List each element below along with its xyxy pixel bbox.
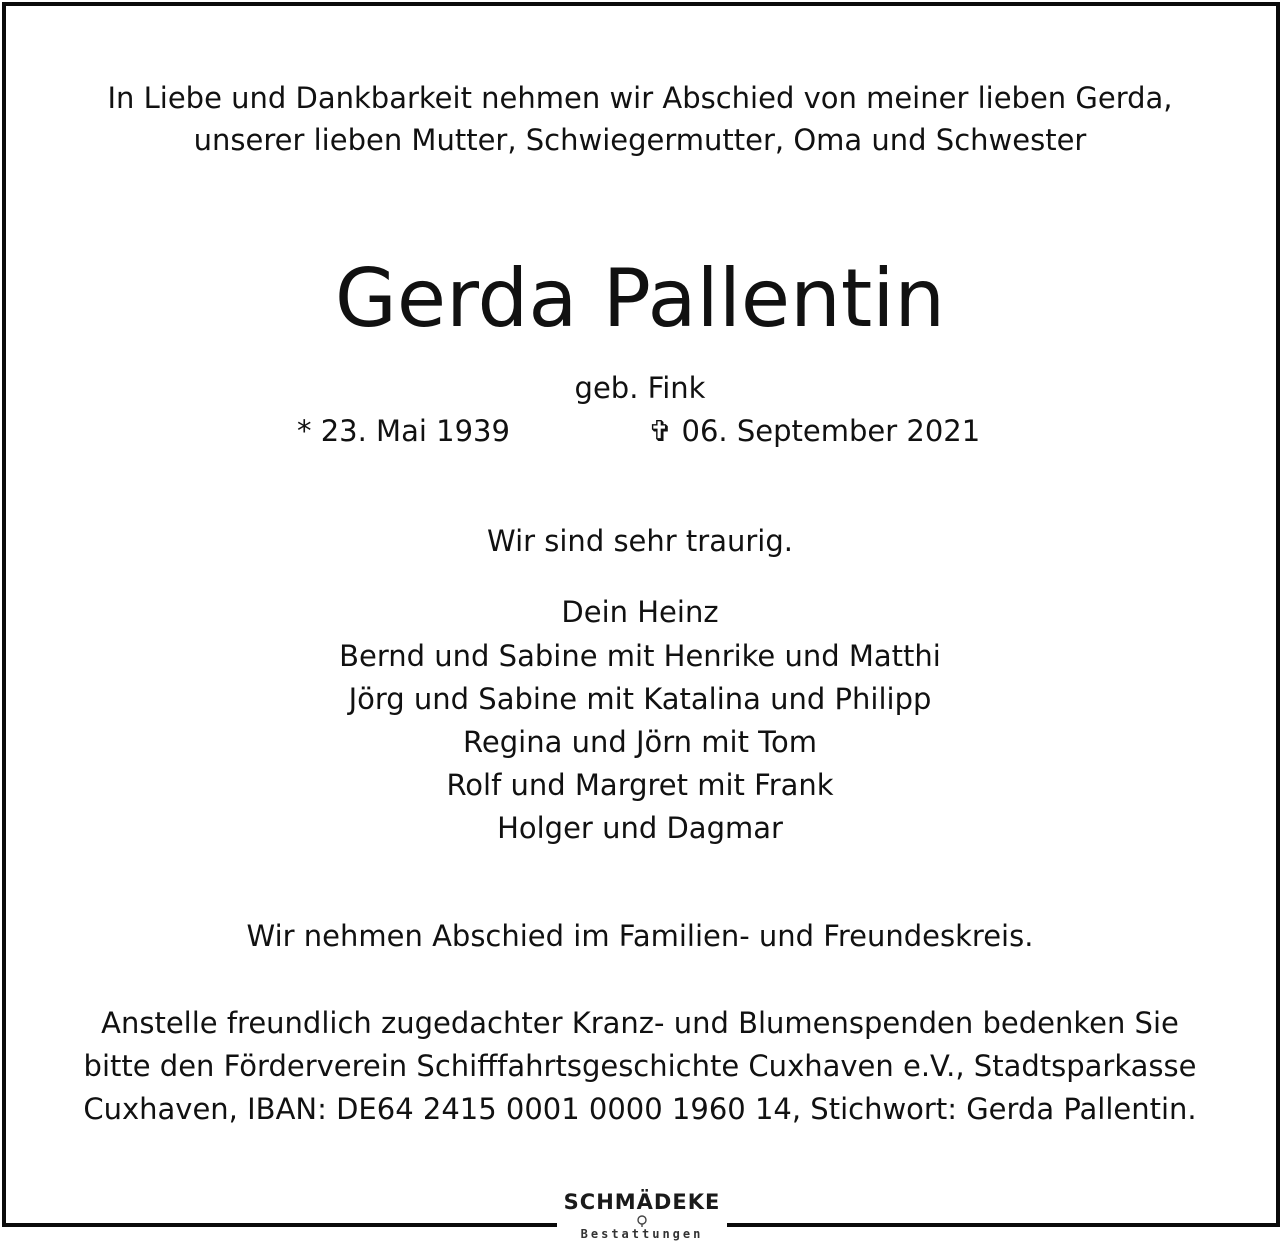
donation-line-2: bitte den Förderverein Schifffahrtsgeschichte Cuxhaven e.V., Stadtsparkasse (83, 1049, 1197, 1083)
funeral-home-name: SCHMÄDEKE (563, 1190, 721, 1214)
mourner-line: Holger und Dagmar (497, 811, 783, 845)
birth-date: * 23. Mai 1939 (297, 414, 510, 448)
intro-line-1: In Liebe und Dankbarkeit nehmen wir Abschied von meiner lieben Gerda, (107, 81, 1173, 115)
mourner-line: Dein Heinz (561, 595, 719, 629)
mourner-line: Regina und Jörn mit Tom (463, 725, 817, 759)
anchor-icon (635, 1215, 649, 1227)
funeral-home-logo (557, 1180, 727, 1252)
mourner-line: Bernd und Sabine mit Henrike und Matthi (339, 639, 941, 673)
maiden-name: geb. Fink (574, 371, 706, 405)
death-date: ✞ 06. September 2021 (648, 414, 981, 448)
deceased-name: Gerda Pallentin (334, 252, 946, 345)
donation-line-3: Cuxhaven, IBAN: DE64 2415 0001 0000 1960 14, Stichwort: Gerda Pallentin. (83, 1092, 1197, 1126)
donation-line-1: Anstelle freundlich zugedachter Kranz- und Blumenspenden bedenken Sie (101, 1006, 1179, 1040)
mourner-line: Rolf und Margret mit Frank (446, 768, 834, 802)
farewell-note: Wir nehmen Abschied im Familien- und Freundeskreis. (246, 919, 1034, 953)
life-dates (0, 412, 1280, 452)
sentiment-text: Wir sind sehr traurig. (487, 524, 793, 558)
intro-line-2: unserer lieben Mutter, Schwiegermutter, Oma und Schwester (193, 123, 1087, 157)
mourner-line: Jörg und Sabine mit Katalina und Philipp (348, 682, 932, 716)
funeral-home-subtitle: Bestattungen (580, 1227, 704, 1241)
